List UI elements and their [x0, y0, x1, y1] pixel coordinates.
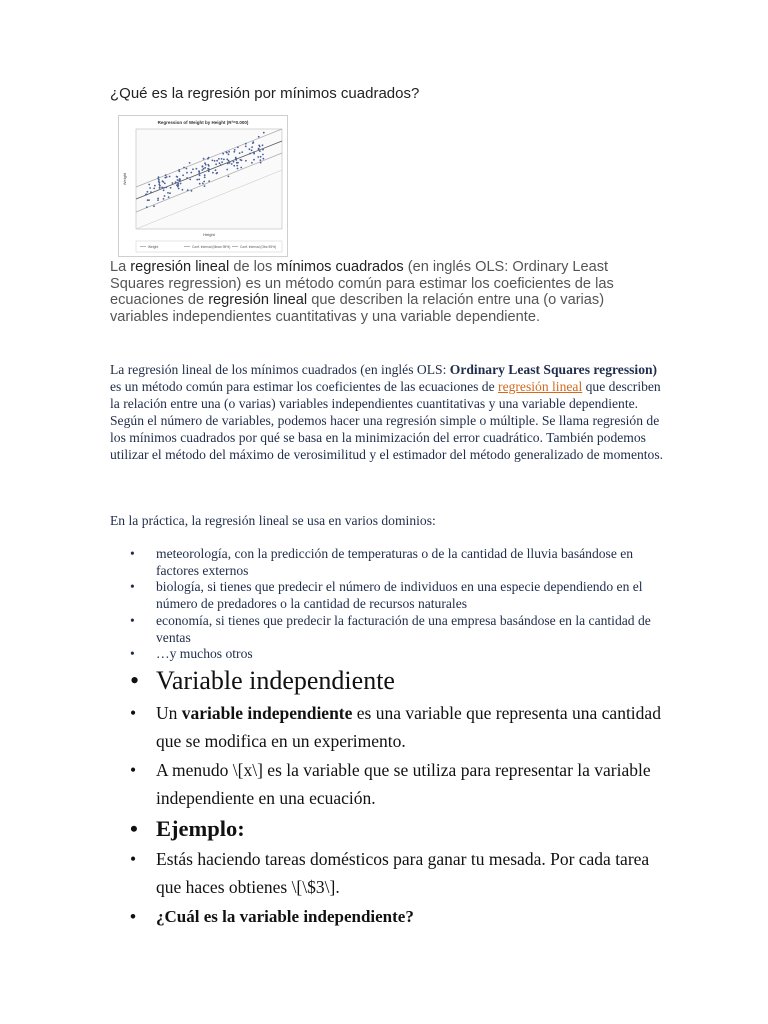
- detail-paragraph: La regresión lineal de los mínimos cuadrados (en inglés OLS: Ordinary Least Squares regression) es un método común para estimar los coeficientes de las ecuaciones de regresión lineal que describen la relación entre una (o varias) variables independientes cuantitativas y una variable dependiente. Según el número de variables, podemos hacer una regresión simple o múltiple. Se llama regresión de los mínimos cuadrados por qué se basa en la minimización del error cuadrático. También podemos utilizar el método del máximo de verosimilitud y el estimador del método generalizado de momentos.: [110, 362, 664, 462]
- domains-list: [110, 546, 670, 663]
- scatter-point: [215, 163, 217, 165]
- scatter-point: [167, 192, 169, 194]
- chart-xlabel: Height: [203, 232, 215, 237]
- scatter-point: [198, 179, 200, 181]
- scatter-point: [183, 167, 185, 169]
- scatter-point: [186, 172, 188, 174]
- term-regresion-lineal-2: regresión lineal: [208, 292, 308, 309]
- scatter-point: [204, 174, 206, 176]
- scatter-point: [208, 168, 210, 170]
- scatter-point: [226, 169, 228, 171]
- scatter-point: [176, 184, 178, 186]
- scatter-point: [251, 149, 253, 151]
- term-regresion-lineal: regresión lineal: [130, 259, 230, 275]
- term-minimos-cuadrados: mínimos cuadrados: [276, 259, 404, 275]
- scatter-point: [263, 132, 265, 134]
- scatter-point: [202, 165, 204, 167]
- scatter-point: [237, 168, 239, 170]
- scatter-point: [178, 170, 180, 172]
- list-item: • biología, si tienes que predecir el número de individuos en una especie dependiendo en el número de predadores o la cantidad de recursos naturales: [130, 579, 643, 612]
- question-item: • ¿Cuál es la variable independiente?: [130, 907, 414, 926]
- scatter-point: [164, 183, 166, 185]
- scatter-point: [262, 149, 264, 151]
- scatter-point: [259, 150, 261, 152]
- scatter-point: [262, 154, 264, 156]
- scatter-point: [233, 151, 235, 153]
- scatter-point: [245, 146, 247, 148]
- scatter-point: [214, 160, 216, 162]
- scatter-point: [236, 165, 238, 167]
- scatter-point: [153, 205, 155, 207]
- scatter-point: [150, 191, 152, 193]
- scatter-point: [219, 162, 221, 164]
- scatter-point: [260, 159, 262, 161]
- scatter-point: [258, 136, 260, 138]
- scatter-point: [163, 189, 165, 191]
- scatter-point: [146, 194, 148, 196]
- scatter-point: [251, 162, 253, 164]
- scatter-point: [262, 144, 264, 146]
- scatter-point: [189, 179, 191, 181]
- scatter-point: [203, 158, 205, 160]
- scatter-point: [165, 187, 167, 189]
- scatter-point: [208, 180, 210, 182]
- scatter-point: [251, 146, 253, 148]
- scatter-point: [154, 185, 156, 187]
- scatter-point: [159, 185, 161, 187]
- scatter-point: [180, 183, 182, 185]
- scatter-point: [196, 179, 198, 181]
- scatter-point: [226, 151, 228, 153]
- list-item: • A menudo \[x\] es la variable que se utiliza para representar la variable independiente en una ecuación.: [130, 760, 651, 808]
- scatter-point: [229, 162, 231, 164]
- scatter-point: [147, 191, 149, 193]
- scatter-point: [202, 183, 204, 185]
- scatter-point: [252, 141, 254, 143]
- scatter-point: [182, 189, 184, 191]
- scatter-point: [178, 188, 180, 190]
- legend-item-1: Conf. interval (Mean 95%): [192, 245, 231, 249]
- scatter-point: [259, 146, 261, 148]
- example-title: • Ejemplo:: [130, 816, 245, 841]
- scatter-point: [172, 182, 174, 184]
- scatter-point: [203, 181, 205, 183]
- scatter-point: [233, 165, 235, 167]
- scatter-point: [226, 158, 228, 160]
- scatter-point: [164, 195, 166, 197]
- scatter-point: [240, 159, 242, 161]
- scatter-point: [245, 160, 247, 162]
- scatter-point: [207, 158, 209, 160]
- scatter-point: [227, 163, 229, 165]
- scatter-point: [231, 163, 233, 165]
- scatter-point: [158, 179, 160, 181]
- scatter-point: [199, 173, 201, 175]
- section-title: • Variable independiente: [130, 666, 395, 695]
- legend-item-0: Weight: [148, 245, 159, 249]
- scatter-point: [159, 182, 161, 184]
- scatter-point: [187, 189, 189, 191]
- scatter-point: [199, 183, 201, 185]
- scatter-point: [163, 187, 165, 189]
- scatter-point: [263, 158, 265, 160]
- variable-section: [110, 664, 670, 930]
- scatter-point: [208, 170, 210, 172]
- scatter-point: [190, 172, 192, 174]
- scatter-point: [240, 167, 242, 169]
- chart-title: Regression of Weight by Height (R²=0.000): [157, 120, 249, 125]
- scatter-point: [245, 143, 247, 145]
- scatter-point: [191, 190, 193, 192]
- scatter-point: [163, 198, 165, 200]
- scatter-point: [239, 152, 241, 154]
- scatter-point: [249, 153, 251, 155]
- scatter-point: [221, 158, 223, 160]
- scatter-point: [257, 156, 259, 158]
- scatter-point: [168, 196, 170, 198]
- scatter-point: [148, 184, 150, 186]
- scatter-point: [204, 176, 206, 178]
- scatter-point: [159, 187, 161, 189]
- scatter-point: [153, 188, 155, 190]
- scatter-point: [258, 148, 260, 150]
- list-item: • Un variable independiente es una variable que representa una cantidad que se modifica en un experimento.: [130, 703, 661, 751]
- scatter-point: [177, 179, 179, 181]
- scatter-point: [204, 167, 206, 169]
- scatter-point: [192, 168, 194, 170]
- scatter-point: [234, 149, 236, 151]
- chart-ylabel: Weight: [122, 172, 127, 186]
- regresion-lineal-link[interactable]: regresión lineal: [498, 378, 583, 394]
- scatter-point: [157, 198, 159, 200]
- list-item: • Estás haciendo tareas domésticos para ganar tu mesada. Por cada tarea que haces obtienes \[\$3\].: [130, 849, 650, 897]
- list-item: • meteorología, con la predicción de temperaturas o de la cantidad de lluvia basándose en factores externos: [130, 546, 634, 578]
- regression-figure: [118, 115, 288, 257]
- scatter-point: [218, 158, 220, 160]
- scatter-point: [169, 192, 171, 194]
- scatter-point: [223, 159, 225, 161]
- scatter-point: [149, 187, 151, 189]
- scatter-point: [148, 199, 150, 201]
- scatter-point: [228, 151, 230, 153]
- scatter-point: [249, 148, 251, 150]
- scatter-point: [212, 172, 214, 174]
- scatter-point: [170, 187, 172, 189]
- scatter-point: [199, 174, 201, 176]
- scatter-point: [228, 160, 230, 162]
- scatter-point: [157, 199, 159, 201]
- scatter-point: [169, 176, 171, 178]
- list-item: • …y muchos otros: [130, 646, 253, 662]
- scatter-point: [196, 168, 198, 170]
- scatter-point: [182, 174, 184, 176]
- scatter-point: [233, 161, 235, 163]
- legend-item-2: Conf. interval (Obs 95%): [240, 245, 277, 249]
- scatter-point: [235, 159, 237, 161]
- scatter-point: [221, 161, 223, 163]
- scatter-point: [216, 173, 218, 175]
- scatter-point: [146, 206, 148, 208]
- scatter-point: [220, 164, 222, 166]
- scatter-point: [260, 156, 262, 158]
- domains-intro: En la práctica, la regresión lineal se usa en varios dominios:: [110, 513, 436, 528]
- scatter-point: [212, 160, 214, 162]
- scatter-point: [175, 181, 177, 183]
- scatter-point: [260, 162, 262, 164]
- scatter-point: [165, 174, 167, 176]
- scatter-point: [204, 185, 206, 187]
- scatter-point: [241, 151, 243, 153]
- scatter-point: [237, 162, 239, 164]
- scatter-point: [204, 162, 206, 164]
- scatter-point: [237, 146, 239, 148]
- scatter-point: [176, 176, 178, 178]
- scatter-point: [228, 176, 230, 178]
- scatter-point: [253, 159, 255, 161]
- scatter-point: [163, 181, 165, 183]
- scatter-point: [161, 187, 163, 189]
- scatter-point: [164, 177, 166, 179]
- scatter-point: [158, 176, 160, 178]
- scatter-point: [222, 153, 224, 155]
- scatter-point: [189, 162, 191, 164]
- scatter-point: [215, 169, 217, 171]
- ols-term: Ordinary Least Squares regression): [449, 362, 658, 377]
- scatter-point: [208, 165, 210, 167]
- scatter-point: [201, 169, 203, 171]
- scatter-point: [179, 180, 181, 182]
- scatter-point: [216, 160, 218, 162]
- page-heading: ¿Qué es la regresión por mínimos cuadrados?: [110, 85, 420, 102]
- regression-chart: [118, 115, 288, 257]
- intro-paragraph: La regresión lineal de los mínimos cuadrados (en inglés OLS: Ordinary Least Squares regression) es un método común para estimar los coeficientes de las ecuaciones de regresión lineal que describen la relación entre una (o varias) variables independientes cuantitativas y una variable dependiente.: [110, 259, 614, 325]
- scatter-point: [186, 168, 188, 170]
- scatter-point: [253, 153, 255, 155]
- scatter-point: [228, 154, 230, 156]
- list-item: • economía, si tienes que predecir la facturación de una empresa basándose en la cantidad de ventas: [130, 612, 651, 645]
- scatter-point: [186, 177, 188, 179]
